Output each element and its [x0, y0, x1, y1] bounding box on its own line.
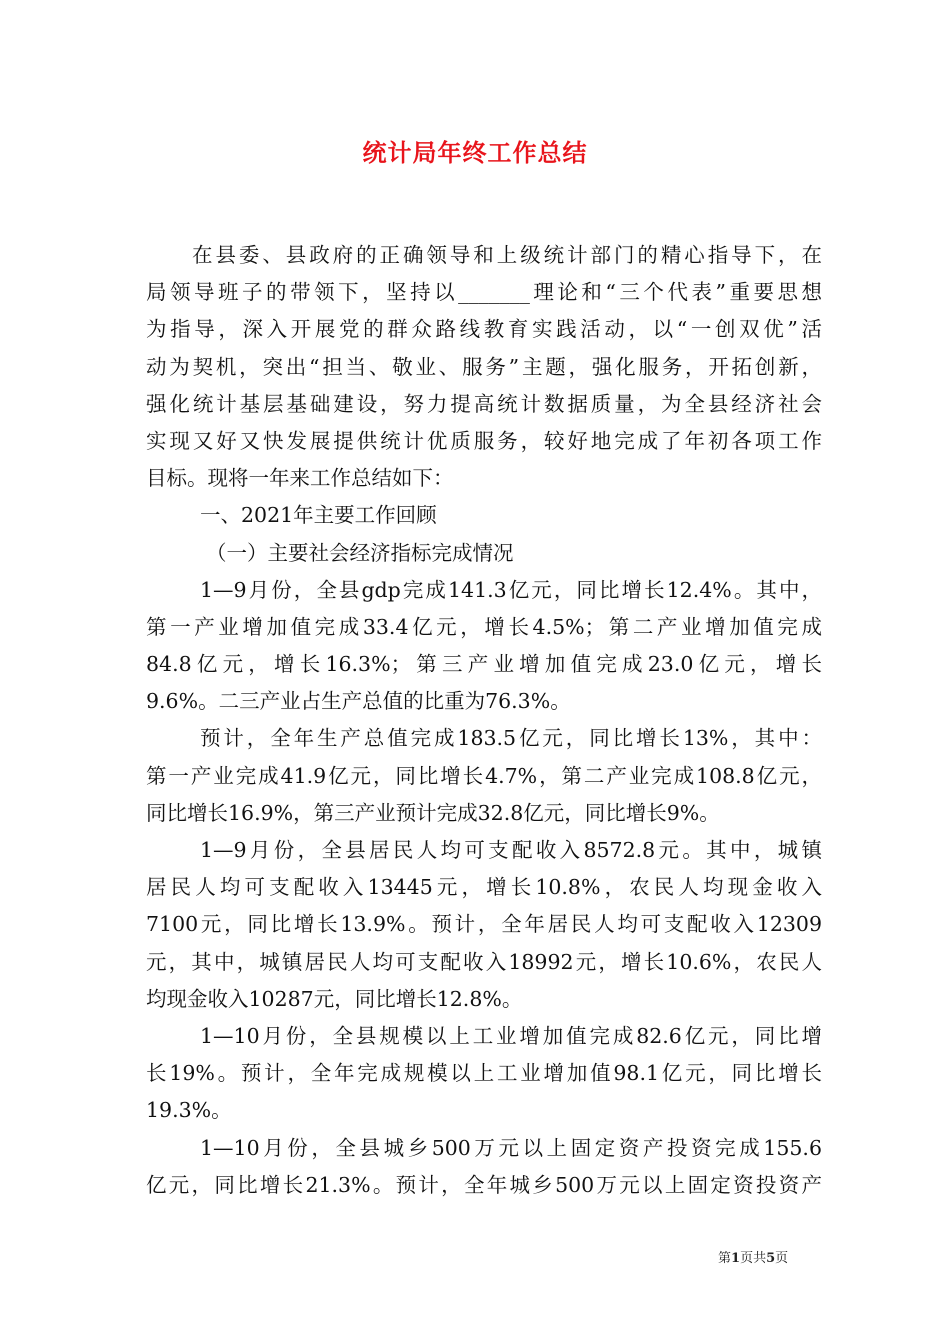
- paragraph: [146, 535, 822, 572]
- document-title: 统计局年终工作总结: [362, 139, 588, 167]
- text-line: 1—10月份，全县城乡500万元以上固定资产投资完成155.6: [200, 1135, 822, 1160]
- text-line: 实现又好又快发展提供统计优质服务，较好地完成了年初各项工作: [146, 428, 822, 453]
- text-line: 一、2021年主要工作回顾: [200, 503, 437, 528]
- text-line: 亿元，同比增长21.3%。预计，全年城乡500万元以上固定资投资产: [146, 1172, 822, 1197]
- document-body: [146, 237, 822, 1204]
- footer-prefix: 第: [718, 1251, 732, 1266]
- text-line: 动为契机，突出“担当、敬业、服务”主题，强化服务，开拓创新，: [146, 354, 822, 379]
- text-line: 19.3%。: [146, 1098, 232, 1123]
- text-line: （一）主要社会经济指标完成情况: [206, 540, 514, 565]
- text-line: 元，其中，城镇居民人均可支配收入18992元，增长10.6%，农民人: [146, 949, 822, 974]
- paragraph: [146, 237, 822, 497]
- paragraph: [146, 1018, 822, 1130]
- text-line: 局领导班子的带领下，坚持以_______理论和“三个代表”重要思想: [146, 280, 822, 305]
- text-line: 1—9月份，全县gdp完成141.3亿元，同比增长12.4%。其中，: [200, 577, 822, 602]
- text-line: 7100元，同比增长13.9%。预计，全年居民人均可支配收入12309: [146, 912, 822, 937]
- text-line: 同比增长16.9%，第三产业预计完成32.8亿元，同比增长9%。: [146, 800, 720, 825]
- paragraph: [146, 497, 822, 534]
- text-line: 第一产业增加值完成33.4亿元，增长4.5%；第二产业增加值完成: [146, 614, 822, 639]
- paragraph: [146, 1130, 822, 1204]
- text-line: 强化统计基层基础建设，努力提高统计数据质量，为全县经济社会: [146, 391, 822, 416]
- footer-middle: 页共: [740, 1251, 767, 1266]
- text-line: 在县委、县政府的正确领导和上级统计部门的精心指导下，在: [192, 243, 822, 267]
- text-line: 1—10月份，全县规模以上工业增加值完成82.6亿元，同比增: [200, 1023, 822, 1048]
- text-line: 为指导，深入开展党的群众路线教育实践活动，以“一创双优”活: [146, 317, 822, 342]
- text-line: 居民人均可支配收入13445元，增长10.8%，农民人均现金收入: [146, 875, 822, 900]
- text-line: 1—9月份，全县居民人均可支配收入8572.8元。其中，城镇: [200, 838, 822, 862]
- text-line: 长19%。预计，全年完成规模以上工业增加值98.1亿元，同比增长: [146, 1061, 822, 1086]
- text-line: 第一产业完成41.9亿元，同比增长4.7%，第二产业完成108.8亿元，: [146, 763, 822, 788]
- paragraph: [146, 572, 822, 721]
- page-footer: [718, 1247, 788, 1266]
- text-line: 均现金收入10287元，同比增长12.8%。: [146, 986, 523, 1011]
- text-line: 目标。现将一年来工作总结如下：: [146, 466, 454, 491]
- paragraph: [146, 832, 822, 1018]
- footer-suffix: 页: [775, 1251, 789, 1266]
- paragraph: [146, 720, 822, 832]
- text-line: 84.8亿元，增长16.3%；第三产业增加值完成23.0亿元，增长: [146, 652, 822, 677]
- total-page-count: 5: [766, 1251, 776, 1266]
- current-page-number: 1: [731, 1251, 741, 1266]
- text-line: 预计，全年生产总值完成183.5亿元，同比增长13%，其中：: [200, 726, 822, 751]
- text-line: 9.6%。二三产业占生产总值的比重为76.3%。: [146, 689, 571, 714]
